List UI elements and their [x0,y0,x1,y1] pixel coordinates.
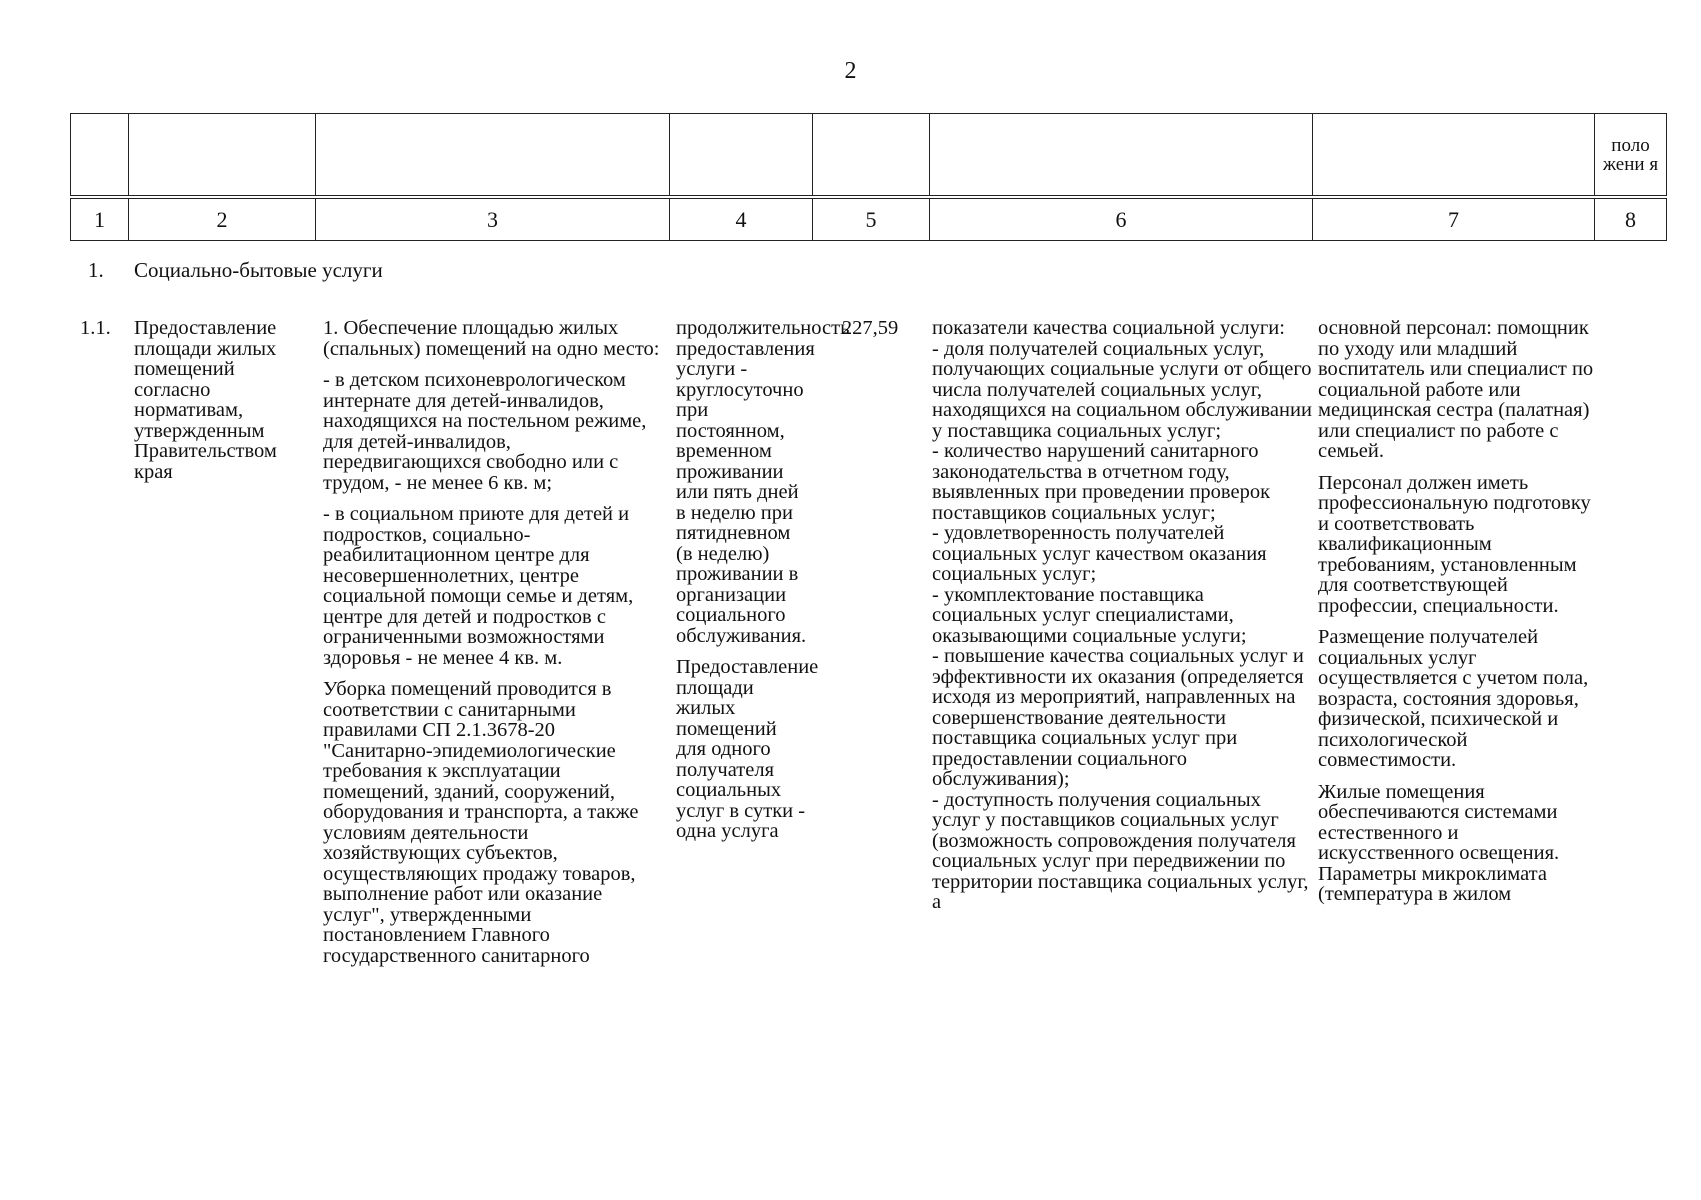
content-paragraph: Уборка помещений проводится в соответствии с санитарными правилами СП 2.1.3678-20 "Санитарно-эпидемиологические требования к эксплуатации помещений, зданий, сооружений, оборудования и транспорта, а также условиям деятельности хозяйствующих субъектов, осуществляющих продажу товаров, выполнение работ или оказание услуг", утвержденными постановлением Главного государственного санитарного [323,678,639,967]
column-number-4: 4 [670,197,813,241]
duration-paragraph: продолжительность предоставления услуги - круглосуточно при постоянном, временном проживании или пять дней в неделю при пятидневном (в неделю) проживании в организации социального обслуживания. [676,317,850,647]
quality-indicators: показатели качества социальной услуги: - доля получателей социальных услуг, получающих социальные услуги от общего числа получателей социальных услуг, находящихся на социальном обслуживании у поставщика социальных услуг; - количество нарушений санитарного законодательства в отчетном году, выявленных при проведении проверок поставщиков социальных услуг; - удовлетворенность получателей социальных услуг качеством оказания социальных услуг; - укомплектование поставщика социальных услуг специалистами, оказывающими социальные услуги; - повышение качества социальных услуг и эффективности их оказания (определяется исходя из мероприятий, направленных на совершенствование деятельности поставщика социальных услуг при предоставлении социального обслуживания); - доступность получения социальных услуг у поставщиков социальных услуг (возможность сопровождения получателя социальных услуг при передвижении по территории поставщика социальных услуг, а [932,317,1312,913]
service-price: 227,59 [841,317,899,339]
service-conditions [1318,318,1598,916]
duration-paragraph: Предоставление площади жилых помещений для одного получателя социальных услуг в сутки - одна услуга [676,656,819,842]
conditions-paragraph: Персонал должен иметь профессиональную подготовку и соответствовать квалификационным требованиям, установленным для соответствующей профессии, специальности. [1318,471,1591,617]
header-top-row [71,114,1667,198]
header-cell-8: поло жени я [1595,114,1667,198]
header-cell-3 [316,114,670,198]
column-number-5: 5 [813,197,930,241]
column-number-3: 3 [316,197,670,241]
column-number-8: 8 [1595,197,1667,241]
column-number-6: 6 [930,197,1313,241]
conditions-paragraph: Размещение получателей социальных услуг осуществляется с учетом пола, возраста, состояния здоровья, физической, психической и психологической совместимости. [1318,626,1589,771]
conditions-paragraph: Жилые помещения обеспечиваются системами естественного и искусственного освещения. Параметры микроклимата (температура в жилом [1318,780,1560,905]
row-number: 1.1. [80,317,111,339]
column-number-1: 1 [71,197,129,241]
header-cell-5 [813,114,930,198]
header-cell-2 [129,114,316,198]
conditions-paragraph: основной персонал: помощник по уходу или младший воспитатель или специалист по социальной работе или медицинская сестра (палатная) или специалист по работе с семьей. [1318,317,1594,462]
header-cell-1 [71,114,129,198]
content-paragraph: 1. Обеспечение площадью жилых (спальных) помещений на одно место: [323,317,660,360]
header-number-row [71,197,1667,241]
service-content [323,318,668,977]
table-header [70,113,1667,241]
page-number: 2 [844,58,857,84]
header-cell-4 [670,114,813,198]
section-heading [88,258,383,282]
service-duration [676,317,850,853]
header-cell-7 [1313,114,1595,198]
content-paragraph: - в социальном приюте для детей и подростков, социально-реабилитационном центре для несовершеннолетних, центре социальной помощи семье и детям, центре для детей и подростков с ограниченными возможностями здоровья - не менее 4 кв. м. [323,503,634,669]
column-number-7: 7 [1313,197,1595,241]
section-title: Социально-бытовые услуги [134,258,383,282]
service-name: Предоставление площади жилых помещений согласно нормативам, утвержденным Правительством края [134,317,277,483]
content-paragraph: - в детском психоневрологическом интернате для детей-инвалидов, находящихся на постельном режиме, для детей-инвалидов, передвигающихся свободно или с трудом, - не менее 6 кв. м; [323,369,647,494]
header-cell-6 [930,114,1313,198]
section-number: 1. [88,258,104,282]
column-number-2: 2 [129,197,316,241]
